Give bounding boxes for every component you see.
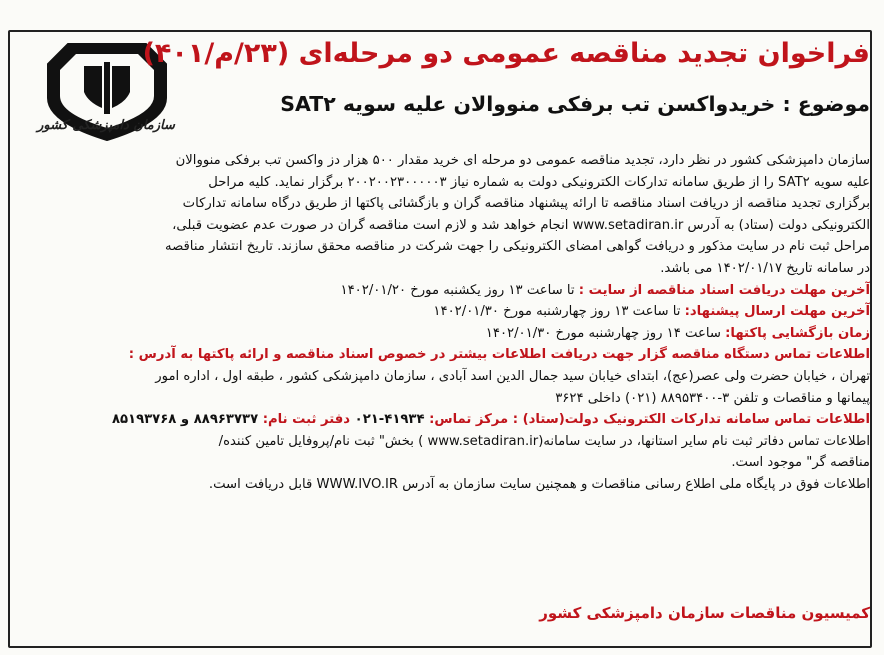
- offices-line: مناقصه گر" موجود است.: [731, 455, 870, 471]
- deadline-docs-label: آخرین مهلت دریافت اسناد مناقصه از سایت :: [578, 282, 870, 298]
- address-line: تهران ، خیابان حضرت ولی عصر(عج)، ابتدای خیابان سید جمال الدین اسد آبادی ، سازمان دامپزشکی کشور ، طبقه اول ، اداره امور: [155, 368, 870, 384]
- setad-phone: ۴۱۹۳۴-۰۲۱: [350, 412, 430, 428]
- body-line: علیه سویه SAT۲ را از طریق سامانه تدارکات الکترونیکی دولت به شماره نیاز ۲۰۰۲۰۰۲۳۰۰۰۰۰۳ برگزار نماید. کلیه مراحل: [208, 174, 870, 190]
- body-line: مراحل ثبت نام در سایت مذکور و دریافت گواهی امضای الکترونیکی را جهت شرکت در مناقصه محقق سازند. تاریخ انتشار مناقصه: [165, 239, 870, 255]
- setad-reg-label: دفتر ثبت نام:: [262, 412, 351, 428]
- deadline-submit: [14, 301, 870, 323]
- offices-line: اطلاعات تماس دفاتر ثبت نام سایر استانها، در سایت سامانه(www.setadiran.ir ) بخش" ثبت نام/پروفایل تامین کننده/: [218, 433, 870, 449]
- edge-mark: [874, 610, 884, 640]
- setad-heading: اطلاعات تماس سامانه تدارکات الکترونیک دولت(ستاد) : مرکز تماس:: [429, 412, 870, 428]
- notice-title: فراخوان تجدید مناقصه عمومی دو مرحله‌ای (۲۳/م/۴۰۱): [142, 38, 870, 69]
- address-line: پیمانها و مناقصات و تلفن ۳-۸۸۹۵۳۴۰۰ (۰۲۱) داخلی ۳۶۲۴: [555, 390, 870, 406]
- ivo-line: اطلاعات فوق در پایگاه ملی اطلاع رسانی مناقصات و همچنین سایت سازمان به آدرس WWW.IVO.IR قابل دریافت است.: [208, 476, 870, 492]
- deadline-docs-value: تا ساعت ۱۳ روز یکشنبه مورخ ۱۴۰۲/۰۱/۲۰: [340, 282, 579, 298]
- opening-value: ساعت ۱۴ روز چهارشنبه مورخ ۱۴۰۲/۰۱/۳۰: [485, 325, 726, 341]
- opening-label: زمان بازگشایی پاکتها:: [725, 325, 870, 341]
- deadline-submit-value: تا ساعت ۱۳ روز چهارشنبه مورخ ۱۴۰۲/۰۱/۳۰: [433, 304, 685, 320]
- notice-body: [14, 150, 870, 496]
- deadline-docs: [14, 280, 870, 302]
- body-line: الکترونیکی دولت (ستاد) به آدرس www.setadiran.ir انجام خواهد شد و لازم است مناقصه گران در صورت عدم عضویت قبلی،: [172, 217, 870, 233]
- opening-time: [14, 323, 870, 345]
- logo-caption: سازمان دامپزشکی کشور: [37, 118, 175, 133]
- setad-contact: [14, 409, 870, 431]
- body-line: در سامانه تاریخ ۱۴۰۲/۰۱/۱۷ می باشد.: [660, 260, 870, 276]
- notice-subject: موضوع : خریدواکسن تب برفکی منووالان علیه سویه SAT۲: [280, 92, 870, 116]
- signature: کمیسیون مناقصات سازمان دامپزشکی کشور: [539, 604, 870, 622]
- body-line: برگزاری تجدید مناقصه از دریافت اسناد مناقصه تا ارائه پیشنهاد مناقصه گران و بازگشائی پاکتها از طریق درگاه سامانه تدارکات: [182, 196, 870, 212]
- contact-heading: اطلاعات تماس دستگاه مناقصه گزار جهت دریافت اطلاعات بیشتر در خصوص اسناد مناقصه و ارائه پاکتها به آدرس :: [128, 347, 870, 363]
- setad-reg-value: ۸۸۹۶۳۷۳۷ و ۸۵۱۹۳۷۶۸: [111, 412, 263, 428]
- deadline-submit-label: آخرین مهلت ارسال پیشنهاد:: [684, 304, 870, 320]
- body-line: سازمان دامپزشکی کشور در نظر دارد، تجدید مناقصه عمومی دو مرحله ای خرید مقدار ۵۰۰ هزار دز واکسن تب برفکی منووالان: [175, 153, 870, 168]
